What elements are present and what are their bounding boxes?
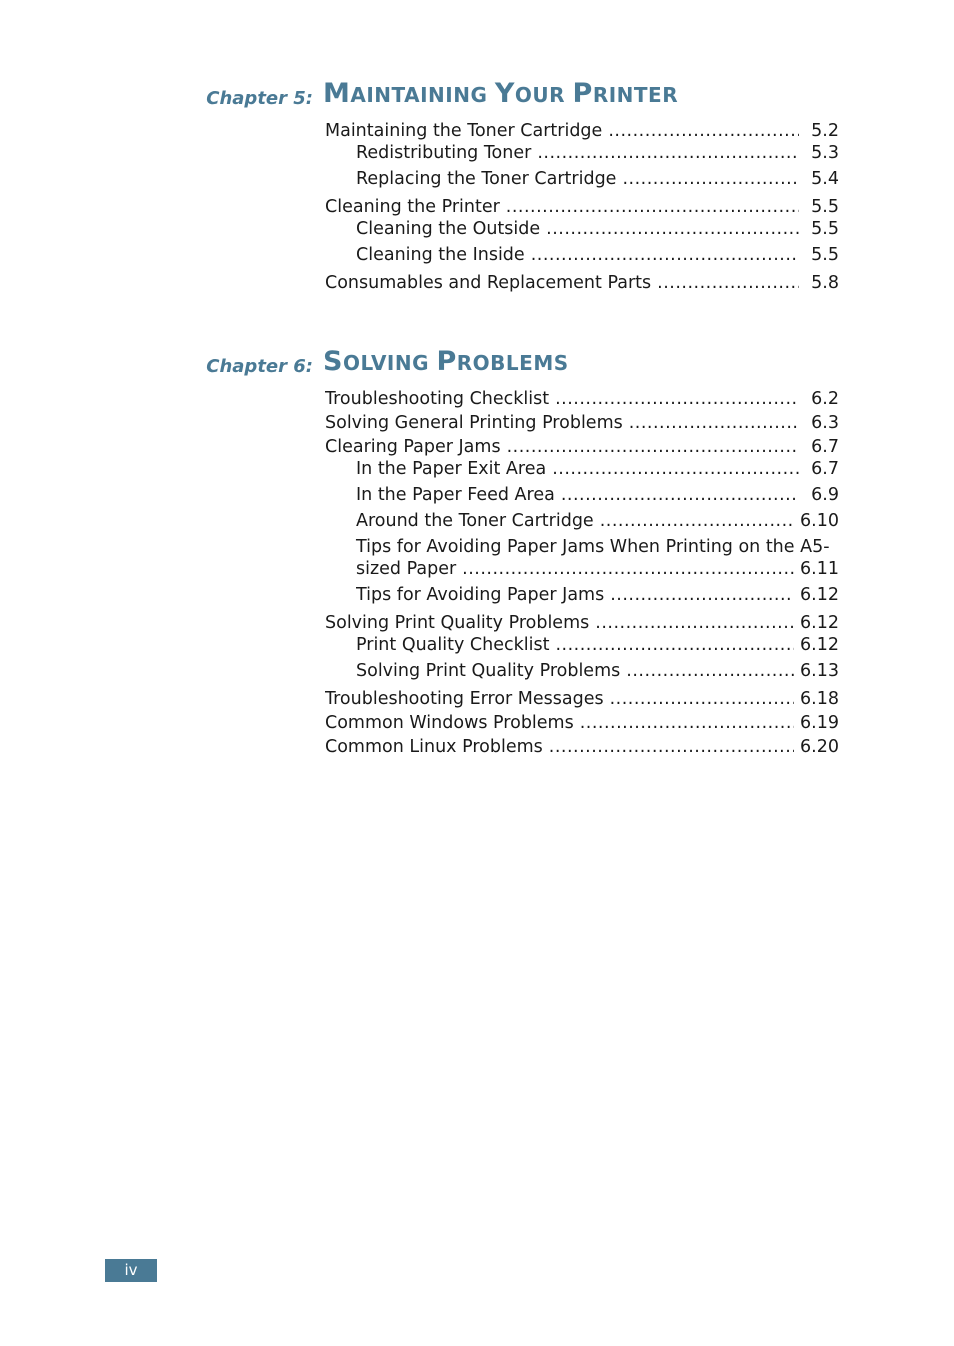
toc-entry-cleaning-inside[interactable]: Cleaning the Inside ..... 5.5 bbox=[356, 244, 839, 266]
chapter-6-heading bbox=[0, 346, 954, 386]
toc-entry-tips-avoiding-jams[interactable]: Tips for Avoiding Paper Jams ..... 6.12 bbox=[356, 584, 839, 606]
toc-entry-print-quality-checklist[interactable]: Print Quality Checklist ..... 6.12 bbox=[356, 634, 839, 656]
chapter-5-title: MAINTAINING YOUR PRINTER bbox=[323, 78, 679, 109]
toc-entry-paper-exit-area[interactable]: In the Paper Exit Area ..... 6.7 bbox=[356, 458, 839, 480]
toc-entry-solving-print-quality[interactable]: Solving Print Quality Problems ..... 6.13 bbox=[356, 660, 839, 682]
toc-entry-paper-feed-area[interactable]: In the Paper Feed Area ..... 6.9 bbox=[356, 484, 839, 506]
toc-entry-general-printing-problems[interactable]: Solving General Printing Problems ..... 6.3 bbox=[325, 412, 839, 434]
toc-entry-cleaning-outside[interactable]: Cleaning the Outside ..... 5.5 bbox=[356, 218, 839, 240]
toc-entry-consumables[interactable]: Consumables and Replacement Parts ..... 5.8 bbox=[325, 272, 839, 294]
toc-entry-windows-problems[interactable]: Common Windows Problems ..... 6.19 bbox=[325, 712, 839, 734]
toc-entry-maintaining-toner-cartridge[interactable]: Maintaining the Toner Cartridge ..... 5.2 bbox=[325, 120, 839, 142]
toc-entry-print-quality-problems[interactable]: Solving Print Quality Problems ..... 6.12 bbox=[325, 612, 839, 634]
chapter-5-heading bbox=[0, 78, 954, 118]
toc-entry-redistributing-toner[interactable]: Redistributing Toner ..... 5.3 bbox=[356, 142, 839, 164]
toc-entry-replacing-toner-cartridge[interactable]: Replacing the Toner Cartridge ..... 5.4 bbox=[356, 168, 839, 190]
chapter-5-label: Chapter 5: bbox=[206, 88, 313, 109]
toc-entry-error-messages[interactable]: Troubleshooting Error Messages ..... 6.18 bbox=[325, 688, 839, 710]
chapter-6-title: SOLVING PROBLEMS bbox=[323, 346, 569, 377]
chapter-6-label: Chapter 6: bbox=[206, 356, 313, 377]
toc-entry-troubleshooting-checklist[interactable]: Troubleshooting Checklist ..... 6.2 bbox=[325, 388, 839, 410]
page-number-badge: iv bbox=[105, 1259, 157, 1282]
toc-entry-tips-a5-line1[interactable]: Tips for Avoiding Paper Jams When Printing on the A5- bbox=[356, 537, 830, 557]
toc-entry-around-toner-cartridge[interactable]: Around the Toner Cartridge ..... 6.10 bbox=[356, 510, 839, 532]
toc-entry-cleaning-printer[interactable]: Cleaning the Printer ..... 5.5 bbox=[325, 196, 839, 218]
toc-entry-linux-problems[interactable]: Common Linux Problems ..... 6.20 bbox=[325, 736, 839, 758]
toc-entry-tips-a5-line2[interactable]: sized Paper ..... 6.11 bbox=[356, 558, 839, 580]
toc-entry-clearing-paper-jams[interactable]: Clearing Paper Jams ..... 6.7 bbox=[325, 436, 839, 458]
